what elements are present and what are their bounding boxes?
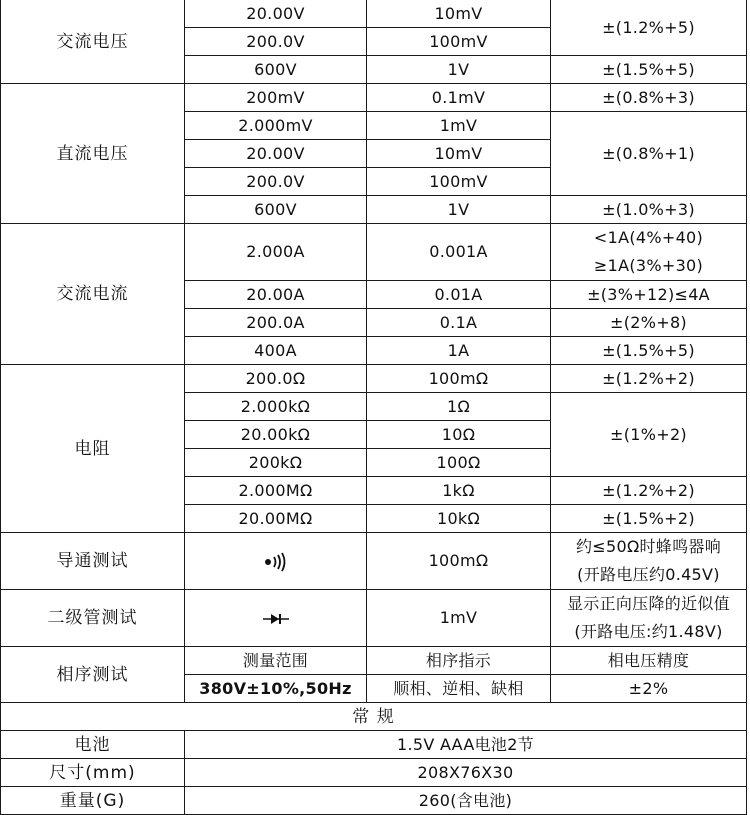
accuracy-cell: ±(1.2%+2) [551,477,747,505]
resolution-cell: 10kΩ [367,505,551,533]
general-value: 1.5V AAA电池2节 [185,731,747,759]
resolution-cell: 10Ω [367,421,551,449]
resolution-cell: 100mΩ [367,365,551,393]
range-cell: 200kΩ [185,449,367,477]
table-row [1,84,747,112]
general-label: 重量(G) [1,787,185,815]
phase-header-indicator: 相序指示 [367,647,551,675]
range-cell: 20.00V [185,140,367,168]
accuracy-cell: ±(0.8%+3) [551,84,747,112]
range-cell: 400A [185,337,367,365]
beeper-sound-icon [263,552,289,572]
range-cell: 200.0V [185,28,367,56]
range-cell: 20.00kΩ [185,421,367,449]
category-phase-sequence: 相序测试 [1,647,185,703]
note-line: 约≤50Ω时蜂鸣器响 [576,537,721,556]
general-label: 电池 [1,731,185,759]
resolution-cell: 100mV [367,28,551,56]
table-row [1,533,747,590]
general-label: 尺寸(mm) [1,759,185,787]
note-line: 显示正向压降的近似值 [566,594,730,613]
range-cell: 2.000mV [185,112,367,140]
resolution-cell: 1V [367,196,551,224]
range-cell: 200.0V [185,168,367,196]
resolution-cell: 0.01A [367,281,551,309]
phase-indicator-value: 顺相、逆相、缺相 [367,675,551,703]
note-cell [551,533,747,590]
range-cell: 200mV [185,84,367,112]
table-row [1,731,747,759]
accuracy-cell: ±(1%+2) [551,393,747,477]
table-row [1,365,747,393]
resolution-cell: 1A [367,337,551,365]
resolution-cell: 1mV [367,590,551,647]
accuracy-cell: ±(0.8%+1) [551,112,747,196]
note-line: (开路电压约0.45V) [577,565,720,584]
phase-range-value: 380V±10%,50Hz [185,675,367,703]
range-cell: 20.00A [185,281,367,309]
category-continuity: 导通测试 [1,533,185,590]
range-cell: 2.000MΩ [185,477,367,505]
resolution-cell: 0.001A [367,224,551,281]
range-cell: 200.0Ω [185,365,367,393]
table-row [1,0,747,28]
resolution-cell: 1mV [367,112,551,140]
general-value: 208X76X30 [185,759,747,787]
range-cell: 2.000A [185,224,367,281]
resolution-cell: 1V [367,56,551,84]
general-value: 260(含电池) [185,787,747,815]
range-cell: 20.00V [185,0,367,28]
range-cell: 2.000kΩ [185,393,367,421]
table-row [1,703,747,731]
general-section-title: 常 规 [1,703,747,731]
accuracy-cell: ±(3%+12)≤4A [551,281,747,309]
range-cell: 600V [185,196,367,224]
category-diode: 二级管测试 [1,590,185,647]
resolution-cell: 100mV [367,168,551,196]
accuracy-cell: ±(1.2%+5) [551,0,747,56]
accuracy-cell: ±(2%+8) [551,309,747,337]
range-cell: 600V [185,56,367,84]
note-cell [551,590,747,647]
table-row [1,787,747,815]
diode-symbol-cell [185,590,367,647]
category-dc-voltage: 直流电压 [1,84,185,224]
category-ac-voltage: 交流电压 [1,0,185,84]
resolution-cell: 0.1mV [367,84,551,112]
resolution-cell: 10mV [367,0,551,28]
accuracy-line: <1A(4%+40) [593,228,704,247]
resolution-cell: 0.1A [367,309,551,337]
accuracy-cell: ±(1.0%+3) [551,196,747,224]
resolution-cell: 100mΩ [367,533,551,590]
table-row [1,759,747,787]
continuity-symbol-cell [185,533,367,590]
table-row [1,647,747,675]
table-row [1,590,747,647]
resolution-cell: 100Ω [367,449,551,477]
diode-icon [263,612,289,626]
accuracy-line: ≥1A(3%+30) [593,256,704,275]
phase-header-accuracy: 相电压精度 [551,647,747,675]
accuracy-cell: ±(1.5%+5) [551,337,747,365]
category-resistance: 电阻 [1,365,185,533]
accuracy-cell [551,224,747,281]
resolution-cell: 1kΩ [367,477,551,505]
phase-accuracy-value: ±2% [551,675,747,703]
accuracy-cell: ±(1.5%+5) [551,56,747,84]
category-ac-current: 交流电流 [1,224,185,365]
range-cell: 20.00MΩ [185,505,367,533]
accuracy-cell: ±(1.5%+2) [551,505,747,533]
resolution-cell: 1Ω [367,393,551,421]
note-line: (开路电压:约1.48V) [574,622,723,641]
table-row [1,224,747,281]
accuracy-cell: ±(1.2%+2) [551,365,747,393]
resolution-cell: 10mV [367,140,551,168]
phase-header-range: 测量范围 [185,647,367,675]
range-cell: 200.0A [185,309,367,337]
